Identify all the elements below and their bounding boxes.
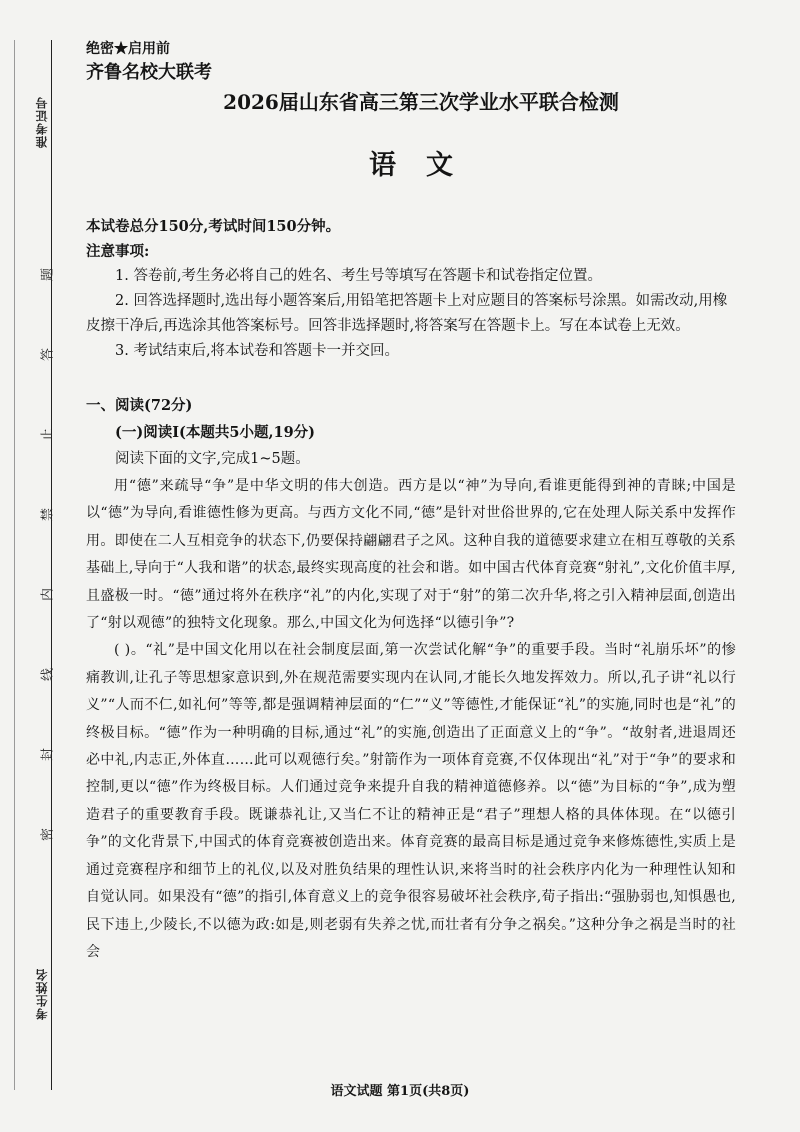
- seal-char: 线: [40, 668, 56, 682]
- reading-instruction: 阅读下面的文字,完成1~5题。: [115, 451, 310, 467]
- section-title: 一、阅读(72分): [86, 397, 193, 414]
- seal-char: 密: [40, 828, 56, 842]
- note-item: 3. 考试结束后,将本试卷和答题卡一并交回。: [115, 343, 400, 359]
- page-footer: 语文试题 第1页(共8页): [330, 1084, 470, 1099]
- passage-paragraph: ( )。“礼”是中国文化用以在社会制度层面,第一次尝试化解“争”的重要手段。当时“礼崩乐坏”的惨痛教训,让孔子等思想家意识到,外在规范需要实现内在认同,才能长久地发挥效力。所以,孔子讲“礼以行义”“人而不仁,如礼何”等等,都是强调精神层面的“仁”“义”等德性,才能保证“礼”的实施,同时也是“礼”的终极目标。“德”作为一种明确的目标,通过“礼”的实施,创造出了正面意义上的“争”。“故射者,进退周还必中礼,内志正,外体直……此可以观德行矣。”射箭作为一项体育竞赛,不仅体现出“礼”对于“争”的要求和控制,更以“德”作为终极目标。人们通过竞争来提升自我的精神道德修养。以“德”为目标的“争”,成为塑造君子的重要教育手段。既谦恭礼让,又当仁不让的精神正是“君子”理想人格的具体体现。在“以德引争”的文化背景下,中国式的体育竞赛被创造出来。体育竞赛的最高目标是通过竞争来修炼德性,实质上是通过竞赛程序和细节上的礼仪,以及对胜负结果的理性认识,来将当时的社会秩序内化为一种理性认知和自觉认同。如果没有“德”的指引,体育意义上的竞争很容易破坏社会秩序,荀子指出:“强胁弱也,知惧愚也,民下违上,少陵长,不以德为政:如是,则老弱有失养之忧,而壮者有分争之祸矣。”这种分争之祸是当时的社会: [86, 642, 736, 960]
- exam-title: 2026届山东省高三第三次学业水平联合检测: [223, 90, 619, 114]
- student-name-label: 考生姓名: [35, 968, 49, 1020]
- seal-char: 题: [40, 268, 56, 282]
- note-item: 1. 答卷前,考生务必将自己的姓名、考生号等填写在答题卡和试卷指定位置。: [115, 268, 603, 284]
- exam-number-label: 准考证号: [35, 96, 49, 148]
- exam-page: [86, 38, 736, 966]
- seal-char: 止: [40, 428, 56, 442]
- seal-char: 封: [40, 748, 56, 762]
- subsection-title: (一)阅读Ⅰ(本题共5小题,19分): [115, 424, 316, 441]
- confidential-mark: 绝密★启用前: [86, 41, 170, 57]
- organizer: 齐鲁名校大联考: [86, 62, 212, 83]
- margin-rule: [51, 40, 52, 1090]
- seal-char: 内: [40, 588, 56, 602]
- subject-title: 语文: [369, 150, 483, 181]
- note-item: 2. 回答选择题时,选出每小题答案后,用铅笔把答题卡上对应题目的答案标号涂黑。如需改动,用橡皮擦干净后,再选涂其他答案标号。回答非选择题时,将答案写在答题卡上。写在本试卷上无效。: [86, 293, 728, 334]
- margin-rule-outer: [14, 40, 15, 1090]
- seal-char: 答: [40, 348, 56, 362]
- binding-margin: [0, 0, 62, 1132]
- notes-title: 注意事项:: [86, 243, 150, 260]
- score-time: 本试卷总分150分,考试时间150分钟。: [86, 218, 341, 235]
- passage-paragraph: 用“德”来疏导“争”是中华文明的伟大创造。西方是以“神”为导向,看谁更能得到神的青睐;中国是以“德”为导向,看谁德性修为更高。与西方文化不同,“德”是针对世俗世界的,它在处理人际关系中发挥作用。即使在二人互相竞争的状态下,仍要保持翩翩君子之风。这种自我的道德要求建立在相互尊敬的关系基础上,导向于“人我和谐”的状态,最终实现高度的社会和谐。如中国古代体育竞赛“射礼”,文化价值丰厚,且盛极一时。“德”通过将外在秩序“礼”的内化,实现了对于“射”的第二次升华,将之引入精神层面,创造出了“射以观德”的独特文化现象。那么,中国文化为何选择“以德引争”?: [86, 478, 736, 632]
- seal-char: 禁: [40, 508, 56, 522]
